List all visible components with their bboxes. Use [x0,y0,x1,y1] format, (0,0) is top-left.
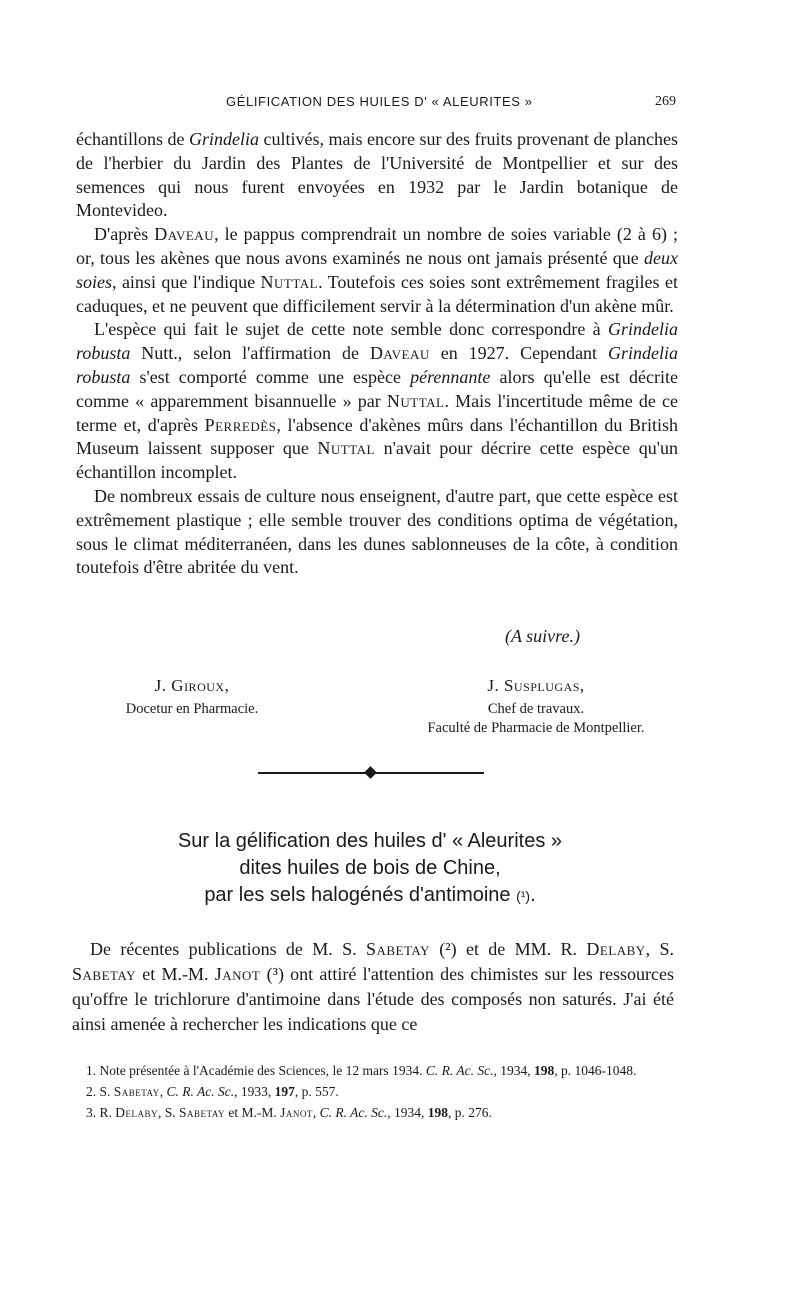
article-body [72,937,674,1037]
footnotes [72,1060,682,1123]
text-run: , p. 1046-1048. [554,1063,637,1078]
footnote-3 [72,1102,682,1123]
journal-name: C. R. Ac. Sc. [319,1105,388,1120]
author-name: Nuttal [386,390,445,411]
paragraph-1 [76,128,678,223]
text-run: alors qu'elle est décrite comme « apparemment bisannuelle » par [76,366,678,411]
article-paragraph [72,937,674,1037]
journal-name: C. R. Ac. Sc. [166,1084,235,1099]
author-title: Chef de travaux. [487,701,585,717]
to-be-continued: (A suivre.) [505,626,580,646]
footnote-1 [72,1060,682,1081]
text-run: , p. 276. [448,1105,492,1120]
volume-number: 198 [533,1063,555,1078]
running-title: GÉLIFICATION DES HUILES D' « ALEURITES » [226,94,533,109]
author-name: Nuttal [260,271,319,292]
emphasis: pérennante [410,366,491,387]
body-text [76,128,678,580]
paragraph-3 [76,318,678,485]
page-number: 269 [655,94,676,109]
text-run: , 1934, [387,1105,428,1120]
author-title: Docetur en Pharmacie. [125,701,259,717]
text-run: De récentes publications de M. S. [90,939,366,959]
title-line: Sur la gélification des huiles d' « Aleurites » [177,830,563,852]
text-run: Nutt., selon l'affirmation de [130,343,370,364]
text-run: , S. [158,1105,180,1120]
running-head [76,94,676,116]
text-run: (³) ont attiré l'attention des chimistes sur les ressources qu'offre le trichlorure d'antimoine dans l'étude des composés non saturés. J'ai été ainsi amenée à rechercher les indications que ce [72,964,674,1034]
author-name: Janot [280,1105,313,1120]
text-run: , ainsi que l'indique [112,271,261,292]
author-name: Delaby [586,939,646,959]
text-run: . Mais l'incertitude même de ce terme et, d'après [76,390,678,435]
species-name: Grindelia [189,129,259,149]
author-name: Sabetay [113,1084,160,1099]
author-name: Janot [214,964,261,984]
title-text: par les sels halogénés d'antimoine [204,884,511,906]
title-text: . [530,884,536,906]
text-run: L'espèce qui fait le sujet de cette note semble donc correspondre à [94,319,608,340]
text-run: , [312,1105,320,1120]
text-run: 2. S. [86,1084,114,1099]
text-run: 1. Note présentée à l'Académie des Sciences, le 12 mars 1934. [86,1063,426,1078]
text-run: et M.-M. [225,1105,281,1120]
volume-number: 197 [274,1084,295,1099]
text-run: . Toutefois ces soies sont extrêmement fragiles et caduques, et ne peuvent que difficilement servir à la détermination d'un akène mûr. [76,271,678,316]
author-name: Sabetay [72,964,136,984]
author-name: J. Susplugas, [487,676,585,695]
emphasis: deux soies [76,247,678,292]
author-name: Daveau [369,343,430,364]
title-line: dites huiles de bois de Chine, [239,857,501,879]
text-run: , [159,1084,167,1099]
footnote-ref: (¹) [516,888,531,904]
author-name: Delaby [115,1105,159,1120]
author-name: Perredès [204,414,277,435]
text-run: (²) et de MM. R. [429,939,587,959]
paragraph-4: De nombreux essais de culture nous enseignent, d'autre part, que cette espèce est extrêmement plastique ; elle semble trouver des conditions optima de végétation, sous le climat méditerranéen, dans les dunes sablonneuses de la côte, à condition toutefois d'être abritée du vent. [76,485,678,578]
text-run: s'est comporté comme une espèce [130,366,411,387]
paragraph-2 [76,223,678,318]
text-run: , p. 557. [294,1084,339,1099]
text-run: , l'absence d'akènes mûrs dans l'échantillon du British Museum laissent supposer que [76,414,679,459]
author-name: Daveau [154,224,215,245]
author-name: Nuttal [317,438,375,459]
species-name: Grindelia robusta [76,343,679,387]
text-run: cultivés, mais encore sur des fruits provenant de planches de l'herbier du Jardin des Plantes de l'Université de Montpellier et sur des semences qui nous furent envoyées en 1932 par le Jardin botanique de Montevideo. [76,129,678,221]
text-run: , 1933, [234,1084,275,1099]
journal-name: C. R. Ac. Sc. [425,1063,494,1078]
text-run: , 1934, [493,1063,534,1078]
species-name: Grindelia robusta [76,319,678,364]
author-name: Sabetay [365,939,430,959]
text-run: n'avait pour décrire cette espèce qu'un échantillon incomplet. [76,438,678,483]
text-run: D'après [94,224,155,245]
text-run: en 1927. Cependant [429,343,609,364]
text-run: , S. [645,939,674,959]
volume-number: 198 [427,1105,448,1120]
author-affiliation: Faculté de Pharmacie de Montpellier. [427,720,645,736]
signature-right [378,676,694,738]
text-run: 3. R. [86,1105,116,1120]
footnote-2 [72,1081,682,1102]
text-run: , le pappus comprendrait un nombre de soies variable (2 à 6) ; or, tous les akènes que nous avons examinés ne nous ont jamais présenté que [76,224,678,268]
diamond-ornament-icon [364,766,377,779]
signature-left [104,676,280,719]
text-run: et M.-M. [136,964,215,984]
author-name: J. Giroux, [154,676,230,695]
section-divider [258,765,484,781]
article-title [120,828,620,910]
author-name: Sabetay [179,1105,225,1120]
title-line [120,882,620,910]
text-run: échantillons de [76,129,189,149]
